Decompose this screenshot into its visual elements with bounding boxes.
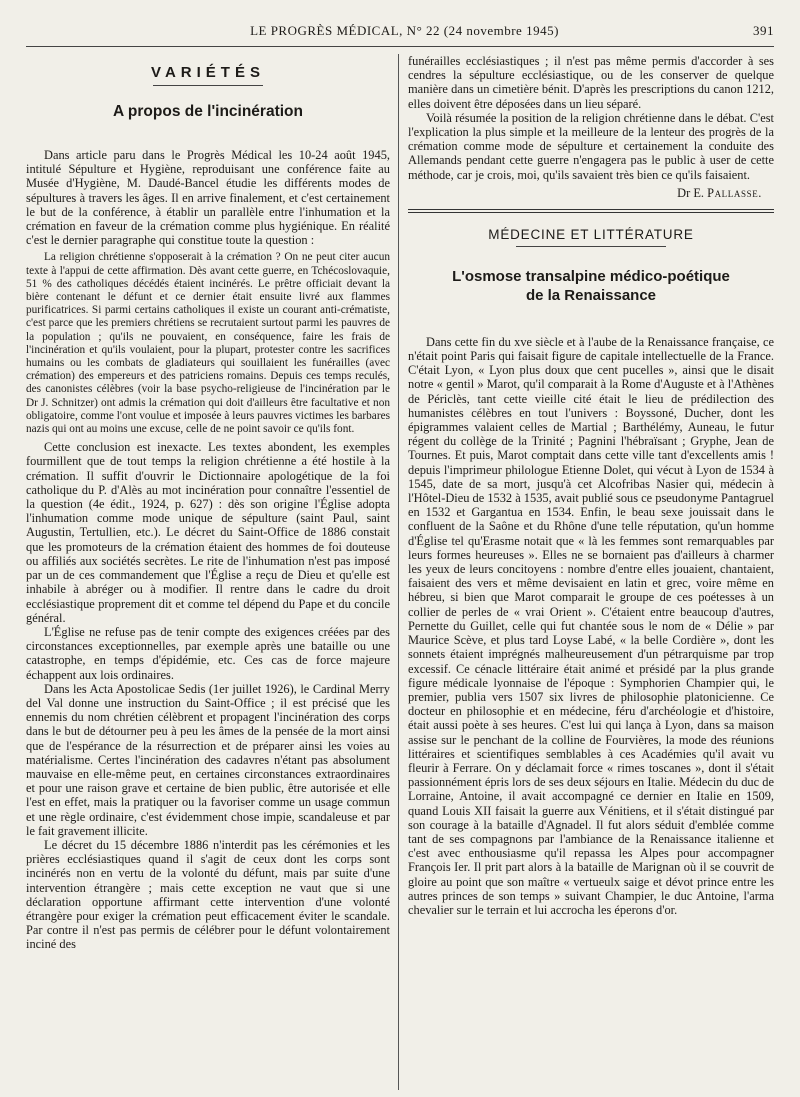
section-rule [153,85,263,86]
paragraph: Dans article paru dans le Progrès Médical les 10-24 août 1945, intitulé Sépulture et Hygiène, reproduisant une conférence faite au Musée d'Hygiène, M. Daudé-Bancel étudie les différents modes de sépultures à travers les âges. Il en arrive finalement, et c'est certainement le but de la conférence, à établir un parallèle entre l'inhumation et la crémation en faveur de la crémation comme plus hygiénique. En réalité c'est le dernier paragraphe qui constitue toute la question : [26,148,390,248]
paragraph: L'Église ne refuse pas de tenir compte des exigences créées par des circonstances exceptionnelles, par exemple après une bataille ou une catastrophe, en temps d'épidémie, etc. Ces cas de force majeure échappent aux lois ordinaires. [26,624,390,682]
running-head [26,20,774,42]
column-divider [398,54,399,1090]
page-number: 391 [753,23,774,38]
quoted-paragraph: La religion chrétienne s'opposerait à la crémation ? On ne peut citer aucun texte à l'appui de cette affirmation. Dès avant cette guerre, en Tchécoslovaquie, 51 % des catholiques décédés étaient incinérés. Le prêtre officiait devant la bière contenant le défunt et ce dernier était ensuite livré aux flammes purificatrices. Si parmi certains catholiques il existe un courant anti-crématiste, c'est parce que les premiers chrétiens se recrutaient surtout parmi les pauvres de la population ; qu'ils ne pouvaient, en conséquence, faire les frais de l'incinération et qu'ils voulaient, pour la plupart, protester contre les sacrifices humains ou les combats de gladiateurs qui souillaient les funérailles (avec crémation) des empereurs et des patriciens romains. Depuis ces temps reculés, des canonistes célèbres (voir la base psycho-religieuse de l'incinération par le Dr J. Schnitzer) ont admis la crémation qui doit d'ailleurs être facultative et non obligatoire, comme l'ont voulue et imposée à leurs pauvres victimes les barbares nazis qui ont au moins une excuse, celle de ne point savoir ce qu'ils font. [26,251,390,436]
paragraph: Dans les Acta Apostolicae Sedis (1er juillet 1926), le Cardinal Merry del Val donne une instruction du Saint-Office ; il est précisé que les ennemis du nom chrétien célèbrent et propagent l'incinération des corps dans le but de détourner peu à peu les âmes de la pensée de la mort ainsi que de l'espérance de la résurrection et de préparer ainsi les voies au matérialisme. Certes l'incinération des cadavres n'étant pas absolument mauvaise en elle-même peut, en certaines circonstances extraordinaires et pour une raison grave et certaine de bien public, être autorisée et elle l'est en effet, mais la pratiquer ou la favoriser comme un usage commun et une règle ordinaire, c'est évidemment chose impie, scandaleuse et par le fait gravement illicite. [26,681,390,838]
header-rule [26,46,774,47]
article-title [408,267,774,305]
right-column [408,54,774,1090]
author-signature [408,186,774,201]
article-separator [408,209,774,213]
paragraph: funérailles ecclésiastiques ; il n'est pas même permis d'accorder à ses cendres la sépulture ecclésiastique, ou de les conserver de quelque manière dans un cimetière bénit. D'après les prescriptions du canon 1212, elles doivent être déposées dans un lieu séparé. [408,54,774,111]
left-column [26,54,390,1090]
rubric-rule [516,246,666,247]
paragraph: Voilà résumée la position de la religion chrétienne dans le débat. C'est l'explication la plus simple et la meilleure de la lenteur des progrès de la crémation comme mode de sépulture et certainement la conduite des Allemands pendant cette guerre n'engagera pas le public à user de cette méthode, car je crois, moi, qu'ils savaient très bien ce qu'ils faisaient. [408,110,774,182]
paragraph: Le décret du 15 décembre 1886 n'interdit pas les cérémonies et les prières ecclésiastiques quand il s'agit de ceux dont les corps sont incinérés non en vertu de la volonté du défunt, mais par suite d'une intervention étrangère ; mais cette exception ne vaut que si une déclaration opportune affirmant cette intervention d'une volonté étrangère pour exiger la crémation peut efficacement éviter le scandale. Par contre il n'est pas permis de célébrer pour le défunt volontairement inciné des [26,837,390,952]
signature-name: Pallasse. [707,185,762,200]
signature-initial: Dr E. [677,185,704,200]
article-title-line: L'osmose transalpine médico-poétique [452,267,730,285]
article-title: A propos de l'incinération [113,103,303,120]
rubric-heading: MÉDECINE ET LITTÉRATURE [488,226,694,242]
section-heading: VARIÉTÉS [151,64,265,81]
running-head-title: LE PROGRÈS MÉDICAL, N° 22 (24 novembre 1945) [250,23,559,38]
paragraph: Dans cette fin du xve siècle et à l'aube de la Renaissance française, ce n'était point Paris qui faisait figure de capitale intellectuelle de la France. C'était Lyon, « Lyon plus doux que cent pucelles », ainsi que le disait notre « gentil » Marot, qu'il comparait à la Rome d'Auguste et à l'Athènes de Périclès, tant cette vieille cité était le lieu de prédilection des humanistes célèbres en tout l'univers : Boyssoné, Ducher, dont les épigrammes valaient celles de Martial ; Barthélémy, Auneau, le futur régent du collège de la Trinité ; Pagnini l'hébraïsant ; Gryphe, Jean de Tournes. Et puis, Marot comptait dans cette ville tant d'excellents amis ! depuis l'imprimeur philologue Etienne Dolet, qui vécut à Lyon de 1534 à 1545, date de sa mort, jusqu'à cet Alcofribas Nasier qui, médecin à l'Hôtel-Dieu de 1532 à 1535, avait publié sous ce pseudonyme Pantagruel en 1532 et Gargantua en 1534. Enfin, le beau sexe jouissait dans le confluent de la Saône et du Rhône d'une telle réputation, qu'un homme d'Église tel qu'Erasme notait que « là les femmes sont remarquables par leurs formes heureuses ». Elles ne se bornaient pas d'ailleurs à charmer les yeux de leurs concitoyens : nombre d'entre elles jouaient, chantaient, faisaient des vers et même devisaient en latin et grec, voire même en hébreu, si bien que Marot comparait le groupe de ces poétesses à un collier de perles de « vrai Orient ». C'étaient entre beaucoup d'autres, Pernette du Guillet, celle qui fut chantée sous le nom de « Délie » par Maurice Scève, et plus tard Loyse Labé, « la belle Cordière », dont les sonnets étaient imprégnés malheureusement d'un pétrarquisme par trop excessif. Ce cénacle littéraire était animé et présidé par la plus grande figure médicale lyonnaise de l'époque : Symphorien Champier qui, le premier, publia vers 1507 six livres de philosophie platonicienne. Ce docteur en philosophie et en médecine, féru d'archéologie et d'histoire, était aussi poète à ses heures. C'est lui qui lança à Lyon, dans sa maison assise sur le penchant de la colline de Fourvières, la mode des réunions littéraires et scientifiques semblables à ces Académies qu'il avait vu fleurir à Ferrare. On y déclamait force « rimes toscanes », dont il s'était passionnément épris lors de ses deux séjours en Italie. Médecin du duc de Lorraine, Antoine, il avait accompagné ce dernier en Italie en 1509, quand Louis XII faisait la guerre aux Vénitiens, et il s'était distingué par son courage à la bataille d'Agnadel. Il fut alors séduit d'emblée comme tant de ses compagnons par l'ambiance de la Renaissance italienne et c'est avec enthousiasme qu'il repassa les Alpes pour accompagner François Ier. Il prit part alors à la bataille de Marignan où il se couvrit de gloire au point que son maître « vertueulx saige et dévot prince entre les autres princes de son temps » suivant Champier, le duc Antoine, l'arma chevalier sur le terrain et lui accrocha les éperons d'or. [408,334,774,917]
article-title-line: de la Renaissance [525,286,657,304]
paragraph: Cette conclusion est inexacte. Les textes abondent, les exemples fourmillent que de tout temps la religion chrétienne a été hostile à la crémation. Il suffit d'ouvrir le Dictionnaire apologétique de la foi catholique du P. d'Alès au mot incinération pour connaître l'essentiel de la question (4e édit., 1924, p. 627) : dès son origine l'Église adopta l'inhumation comme mode unique de sépulture (saint Paul, saint Augustin, Tertullien, etc.). Le décret du Saint-Office de 1886 constait que les promoteurs de la crémation étaient des hommes de foi douteuse ou affiliés aux sociétés secrètes. Le rite de l'inhumation n'est pas imposé par un de ces commandement que l'Église a reçu de Dieu et qu'elle est inhabile à abréger ou à modifier. Il rentre dans le cadre du droit ecclésiastique proprement dit et comme tel dépend du Pape et du concile général. [26,440,390,625]
